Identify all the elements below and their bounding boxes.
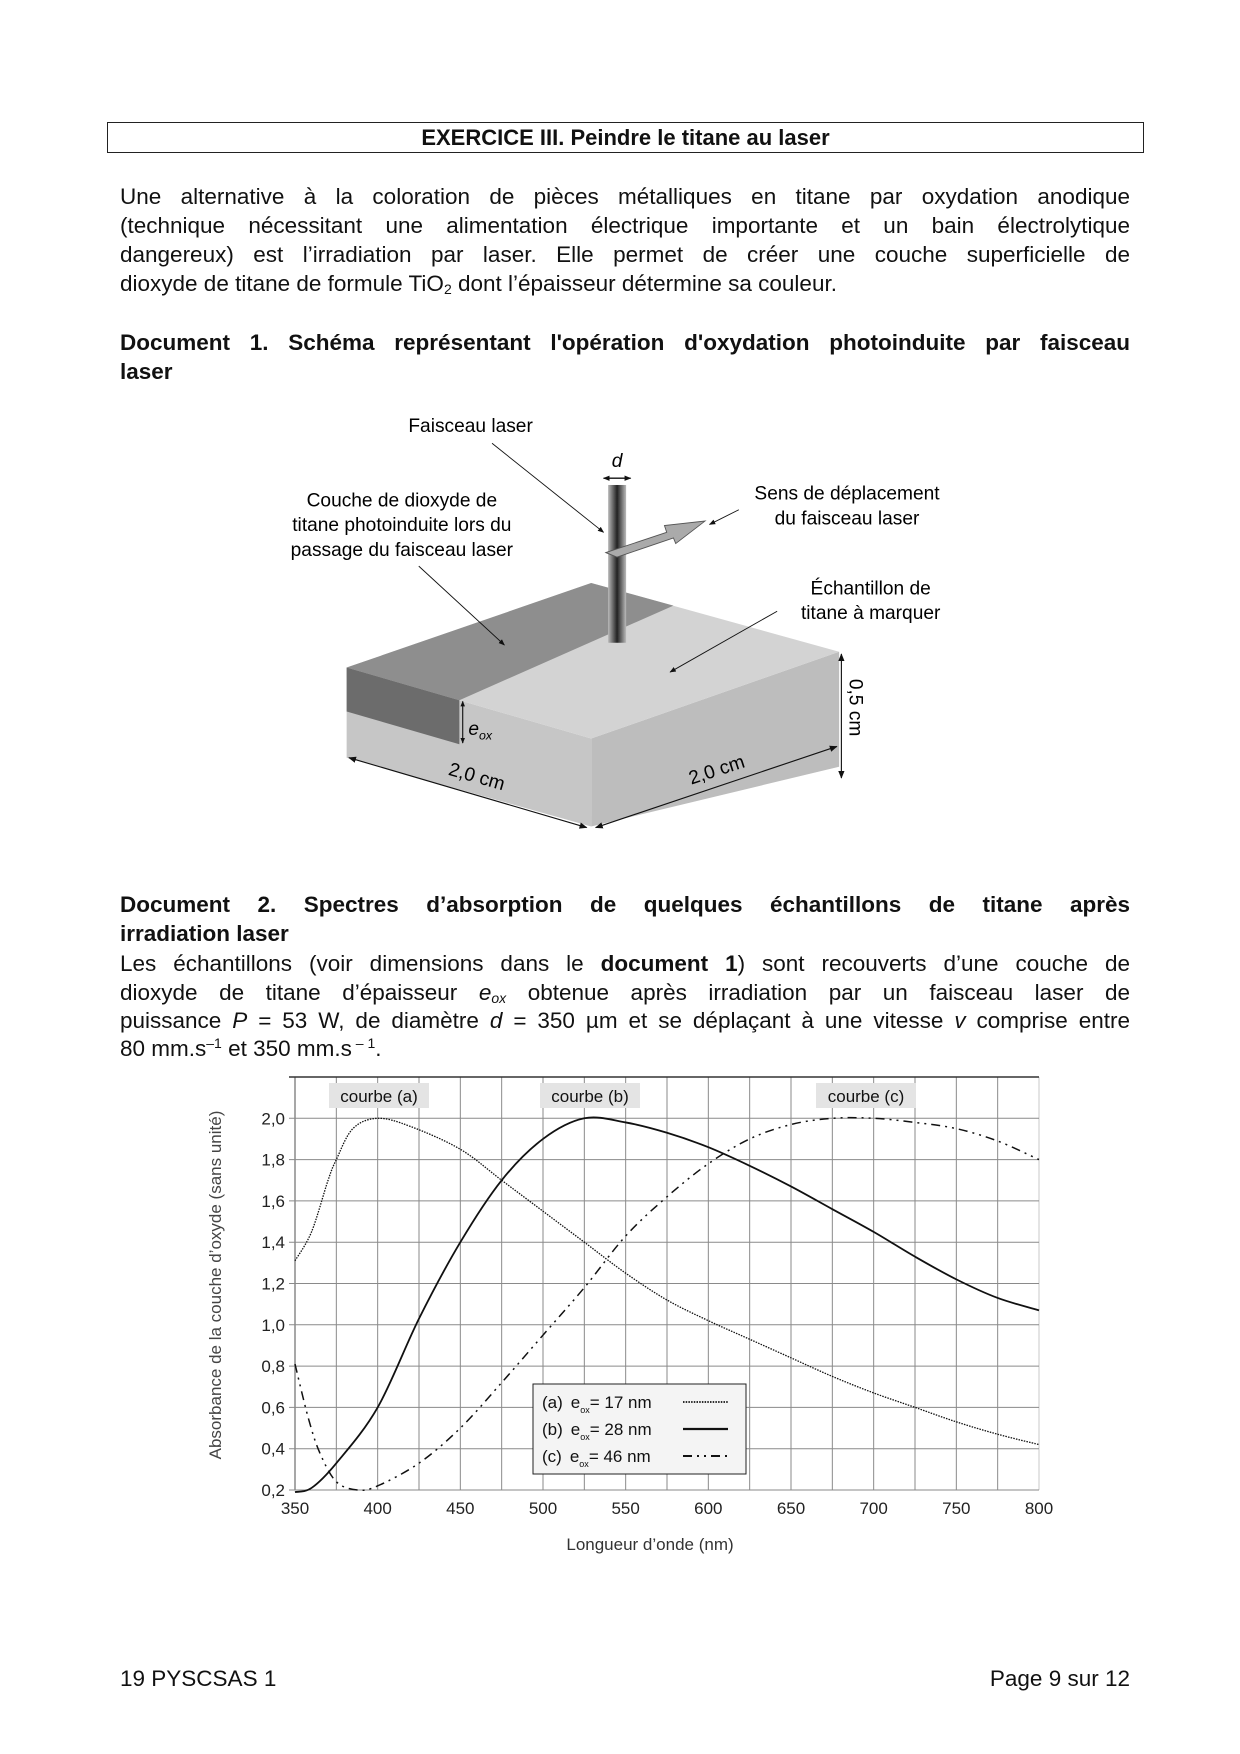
text: ) sont recouverts d’une couche de [737,951,1130,976]
legend-sub: ox [580,1405,590,1415]
width-right-label: 2,0 cm [686,751,748,790]
intro-line: Une alternative à la coloration de pièces métalliques en titane par oxydation anodique [120,184,1130,209]
x-tick-label: 650 [776,1499,806,1518]
sample-label-line: titane à marquer [800,603,941,625]
chart-legend [533,1384,746,1474]
legend-prefix: (b) [542,1420,563,1439]
y-tick-label: 0,6 [261,1398,285,1418]
eox-symbol: e [478,980,492,1005]
eox-subscript: ox [491,990,507,1006]
footer-code: 19 PYSCSAS 1 [120,1666,277,1691]
y-tick-label: 1,4 [261,1233,285,1253]
x-tick-label: 400 [363,1499,392,1518]
absorption-spectra-chart [180,1070,1100,1570]
doc2-heading: irradiation laser [120,921,289,946]
legend-entry-b [542,1420,652,1442]
doc2-heading: Document 2. Spectres d’absorption de quelques échantillons de titane après [120,892,1130,917]
curve-label-a: courbe (a) [340,1087,418,1106]
legend-e: e [570,1420,581,1439]
y-tick-label: 0,4 [261,1439,285,1459]
legend-prefix: (a) [542,1393,563,1412]
text: 80 mm.s [120,1036,207,1061]
d-label: d [611,450,623,472]
eox-sub: ox [479,728,493,743]
symbol-P: P [232,1008,248,1033]
legend-value: = 46 nm [588,1447,651,1466]
text: dont l’épaisseur détermine sa couleur. [451,271,837,296]
layer-label-line: passage du faisceau laser [290,539,514,561]
legend-prefix: (c) [542,1447,562,1466]
legend-value: = 17 nm [589,1393,652,1412]
legend-sub: ox [579,1459,589,1469]
text: obtenue après irradiation par un faisceau laser de [506,980,1130,1005]
y-tick-label: 1,0 [261,1315,285,1335]
y-tick-label: 1,2 [261,1274,285,1294]
y-tick-label: 1,8 [261,1150,285,1170]
chart-curve-labels [329,1083,916,1108]
intro-line [120,270,1130,298]
direction-label-line: Sens de déplacement [754,483,940,505]
legend-entry-a [542,1393,652,1415]
laser-oxidation-diagram [270,406,980,866]
legend-entry-c [542,1447,651,1469]
x-tick-label: 450 [446,1499,475,1518]
eox-e: e [468,719,480,741]
x-tick-label: 350 [280,1499,310,1518]
text: dioxyde de titane d’épaisseur [120,980,479,1005]
y-tick-label: 1,6 [261,1191,285,1211]
y-axis-label: Absorbance de la couche d’oxyde (sans unité) [206,1110,225,1460]
text: dioxyde de titane de formule TiO [120,271,444,296]
symbol-v: v [954,1008,966,1033]
direction-pointer [710,510,739,525]
curve-label-b: courbe (b) [551,1087,629,1106]
legend-e: e [569,1447,580,1466]
x-tick-label: 550 [611,1499,640,1518]
text: et 350 mm.s [221,1036,352,1061]
x-tick-label: 800 [1024,1499,1054,1518]
intro-line: (technique nécessitant une alimentation électrique importante et un bain électrolytique [120,213,1130,238]
layer-label-line: titane photoinduite lors du [292,515,512,537]
legend-value: = 28 nm [589,1420,652,1439]
text: . [375,1036,382,1061]
y-tick-label: 2,0 [261,1109,285,1129]
doc1-heading: laser [120,359,173,384]
exercise-title: EXERCICE III. Peindre le titane au laser [107,122,1144,153]
layer-label-line: Couche de dioxyde de [306,490,498,512]
doc1-heading: Document 1. Schéma représentant l'opération d'oxydation photoinduite par faisceau [120,330,1130,355]
doc2-line [120,1007,1130,1035]
y-tick-label: 0,8 [261,1357,285,1377]
beam-label: Faisceau laser [408,416,533,438]
x-tick-label: 600 [694,1499,723,1518]
x-tick-label: 700 [859,1499,888,1518]
width-left-label: 2,0 cm [446,759,508,796]
text: comprise entre [965,1008,1130,1033]
text: = 350 µm et se déplaçant à une vitesse [502,1008,955,1033]
superscript: –1 [206,1035,222,1051]
sample-label-line: Échantillon de [810,578,931,600]
intro-line: dangereux) est l’irradiation par laser. Elle permet de créer une couche superficielle de [120,242,1130,267]
doc2-line [120,950,1130,978]
doc-reference: document 1 [600,951,738,976]
doc2-line [120,1035,1130,1063]
symbol-d: d [489,1008,503,1033]
text: Les échantillons (voir dimensions dans le [120,951,601,976]
superscript: – 1 [351,1035,376,1051]
text: puissance [120,1008,233,1033]
legend-e: e [570,1393,581,1412]
x-axis-label: Longueur d’onde (nm) [566,1535,734,1554]
doc2-line [120,979,1130,1007]
curve-label-c: courbe (c) [827,1087,905,1106]
x-tick-label: 750 [942,1499,971,1518]
legend-sub: ox [580,1432,590,1442]
titanium-sample-block [347,583,839,826]
footer-page-number: Page 9 sur 12 [989,1666,1130,1691]
y-tick-label: 0,2 [261,1481,285,1500]
laser-beam [608,485,626,643]
thickness-label: 0,5 cm [844,678,866,737]
subscript: 2 [443,281,452,297]
x-tick-label: 500 [528,1499,558,1518]
direction-label-line: du faisceau laser [774,508,920,530]
text: = 53 W, de diamètre [247,1008,490,1033]
